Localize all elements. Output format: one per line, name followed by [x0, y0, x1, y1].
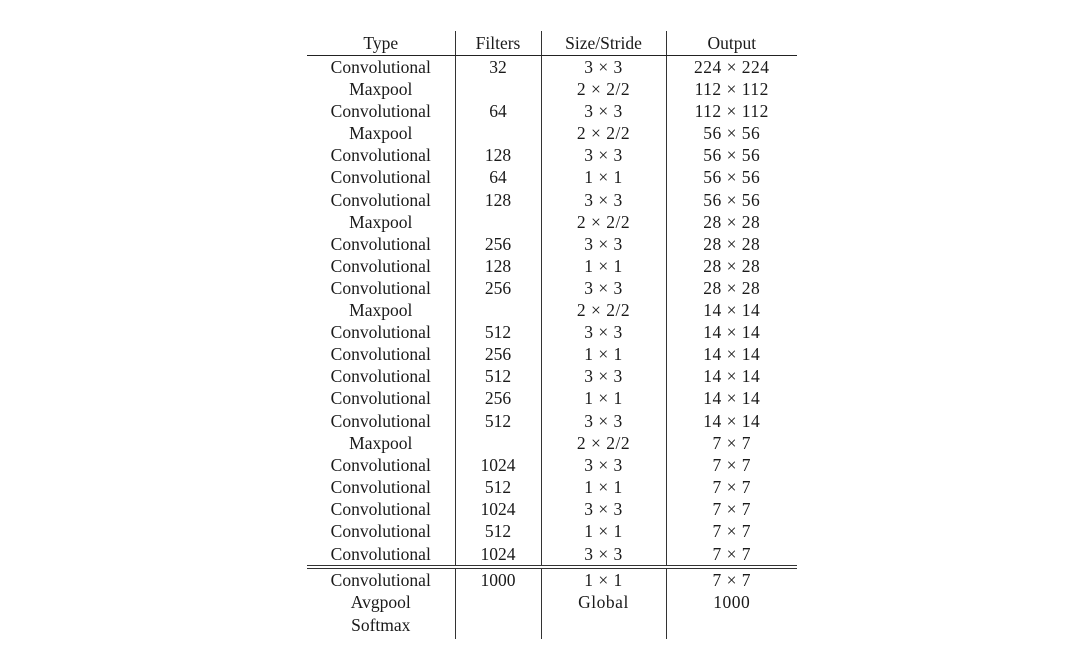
cell-type: Avgpool	[350, 592, 411, 613]
table-row	[307, 343, 797, 365]
cell-type: Convolutional	[330, 57, 431, 77]
cell-filters	[455, 78, 541, 100]
cell-filters	[455, 432, 541, 454]
cell-size-stride: 3 × 3	[541, 498, 666, 520]
cell-type: Softmax	[351, 615, 411, 636]
cell-output: 112 × 112	[666, 78, 797, 100]
cell-output: 7 × 7	[666, 454, 797, 476]
cell-output: 1000	[666, 591, 797, 613]
table-row	[307, 100, 797, 122]
cell-output: 7 × 7	[666, 476, 797, 498]
cell-type: Maxpool	[349, 211, 413, 232]
cell-output: 28 × 28	[666, 255, 797, 277]
cell-type: Convolutional	[330, 277, 431, 298]
cell-filters: 256	[455, 343, 541, 365]
table-row	[307, 189, 797, 211]
cell-output: 28 × 28	[666, 211, 797, 233]
cell-filters: 128	[455, 144, 541, 166]
cell-size-stride: 2 × 2/2	[541, 78, 666, 100]
cell-filters: 512	[455, 476, 541, 498]
cell-type: Convolutional	[330, 366, 431, 387]
cell-type: Maxpool	[349, 79, 413, 100]
cell-output: 14 × 14	[666, 387, 797, 409]
table-body	[307, 56, 797, 568]
table-row	[307, 78, 797, 100]
cell-size-stride: 3 × 3	[541, 454, 666, 476]
cell-type: Maxpool	[349, 123, 413, 144]
cell-filters: 1024	[455, 542, 541, 567]
cell-output: 224 × 224	[666, 56, 797, 79]
table-final-body	[307, 567, 797, 639]
architecture-table-container	[307, 31, 797, 639]
cell-type: Convolutional	[330, 388, 431, 409]
cell-type: Convolutional	[330, 233, 431, 254]
table-row	[307, 211, 797, 233]
cell-filters	[455, 299, 541, 321]
cell-output: 14 × 14	[666, 365, 797, 387]
cell-type: Convolutional	[330, 520, 431, 541]
cell-filters: 256	[455, 233, 541, 255]
cell-output: 7 × 7	[666, 542, 797, 567]
table-row	[307, 56, 797, 79]
cell-filters: 1024	[455, 498, 541, 520]
cell-filters: 64	[455, 100, 541, 122]
cell-output: 7 × 7	[666, 498, 797, 520]
cell-filters	[455, 591, 541, 613]
cell-size-stride: 3 × 3	[541, 277, 666, 299]
cell-output: 56 × 56	[666, 189, 797, 211]
cell-size-stride: 3 × 3	[541, 321, 666, 343]
cell-filters	[455, 122, 541, 144]
cell-size-stride: 2 × 2/2	[541, 299, 666, 321]
cell-type: Maxpool	[349, 432, 413, 453]
cell-type: Convolutional	[330, 454, 431, 475]
cell-output: 28 × 28	[666, 233, 797, 255]
cell-output: 56 × 56	[666, 122, 797, 144]
cell-size-stride: 3 × 3	[541, 189, 666, 211]
table-row	[307, 520, 797, 542]
cell-type: Convolutional	[330, 167, 431, 188]
cell-type: Maxpool	[349, 300, 413, 321]
cell-output: 7 × 7	[666, 567, 797, 591]
cell-type: Convolutional	[330, 498, 431, 519]
table-row	[307, 277, 797, 299]
table-row	[307, 255, 797, 277]
cell-output: 14 × 14	[666, 299, 797, 321]
cell-output: 28 × 28	[666, 277, 797, 299]
table-row	[307, 476, 797, 498]
cell-type: Convolutional	[330, 410, 431, 431]
cell-size-stride: 3 × 3	[541, 56, 666, 79]
cell-size-stride: 3 × 3	[541, 365, 666, 387]
cell-size-stride: 3 × 3	[541, 542, 666, 567]
table-row	[307, 410, 797, 432]
cell-type: Convolutional	[330, 543, 431, 564]
cell-output: 56 × 56	[666, 166, 797, 188]
cell-type: Convolutional	[330, 145, 431, 166]
cell-type: Convolutional	[330, 344, 431, 365]
cell-size-stride: 3 × 3	[541, 233, 666, 255]
cell-filters: 1024	[455, 454, 541, 476]
cell-size-stride: 1 × 1	[541, 520, 666, 542]
cell-output: 7 × 7	[666, 520, 797, 542]
header-size-stride: Size/Stride	[541, 31, 666, 56]
cell-size-stride: 1 × 1	[541, 255, 666, 277]
table-row	[307, 299, 797, 321]
cell-type: Convolutional	[330, 189, 431, 210]
table-row	[307, 542, 797, 567]
cell-filters: 256	[455, 277, 541, 299]
cell-type: Convolutional	[330, 101, 431, 122]
table-row-final	[307, 591, 797, 613]
cell-size-stride: 3 × 3	[541, 100, 666, 122]
cell-size-stride: 2 × 2/2	[541, 211, 666, 233]
cell-size-stride: 1 × 1	[541, 343, 666, 365]
cell-output: 7 × 7	[666, 432, 797, 454]
cell-filters: 512	[455, 520, 541, 542]
header-type: Type	[307, 31, 455, 56]
architecture-table	[307, 31, 797, 639]
table-row	[307, 144, 797, 166]
header-row	[307, 31, 797, 56]
table-row	[307, 166, 797, 188]
cell-type: Convolutional	[330, 322, 431, 343]
table-row	[307, 122, 797, 144]
cell-type: Convolutional	[330, 255, 431, 276]
cell-output: 14 × 14	[666, 343, 797, 365]
table-row-final	[307, 567, 797, 591]
cell-output: 56 × 56	[666, 144, 797, 166]
table-row	[307, 233, 797, 255]
cell-filters: 64	[455, 166, 541, 188]
cell-filters	[455, 211, 541, 233]
cell-size-stride	[541, 613, 666, 639]
table-row	[307, 387, 797, 409]
cell-filters: 1000	[455, 567, 541, 591]
cell-output: 14 × 14	[666, 410, 797, 432]
cell-size-stride: 1 × 1	[541, 166, 666, 188]
cell-size-stride: 1 × 1	[541, 476, 666, 498]
cell-size-stride: 1 × 1	[541, 567, 666, 591]
table-row	[307, 432, 797, 454]
cell-size-stride: Global	[541, 591, 666, 613]
cell-type: Convolutional	[307, 567, 455, 591]
cell-size-stride: 2 × 2/2	[541, 122, 666, 144]
cell-filters: 512	[455, 321, 541, 343]
cell-output: 14 × 14	[666, 321, 797, 343]
table-row	[307, 321, 797, 343]
table-row	[307, 454, 797, 476]
cell-size-stride: 1 × 1	[541, 387, 666, 409]
cell-filters: 512	[455, 410, 541, 432]
cell-filters: 512	[455, 365, 541, 387]
cell-filters: 32	[455, 56, 541, 79]
cell-filters	[455, 613, 541, 639]
header-output: Output	[666, 31, 797, 56]
cell-filters: 256	[455, 387, 541, 409]
table-row	[307, 365, 797, 387]
cell-output: 112 × 112	[666, 100, 797, 122]
cell-type: Convolutional	[330, 476, 431, 497]
cell-size-stride: 2 × 2/2	[541, 432, 666, 454]
table-header	[307, 31, 797, 56]
table-row-final	[307, 613, 797, 639]
cell-output	[666, 613, 797, 639]
cell-size-stride: 3 × 3	[541, 410, 666, 432]
header-filters: Filters	[455, 31, 541, 56]
cell-filters: 128	[455, 255, 541, 277]
table-row	[307, 498, 797, 520]
cell-filters: 128	[455, 189, 541, 211]
cell-size-stride: 3 × 3	[541, 144, 666, 166]
